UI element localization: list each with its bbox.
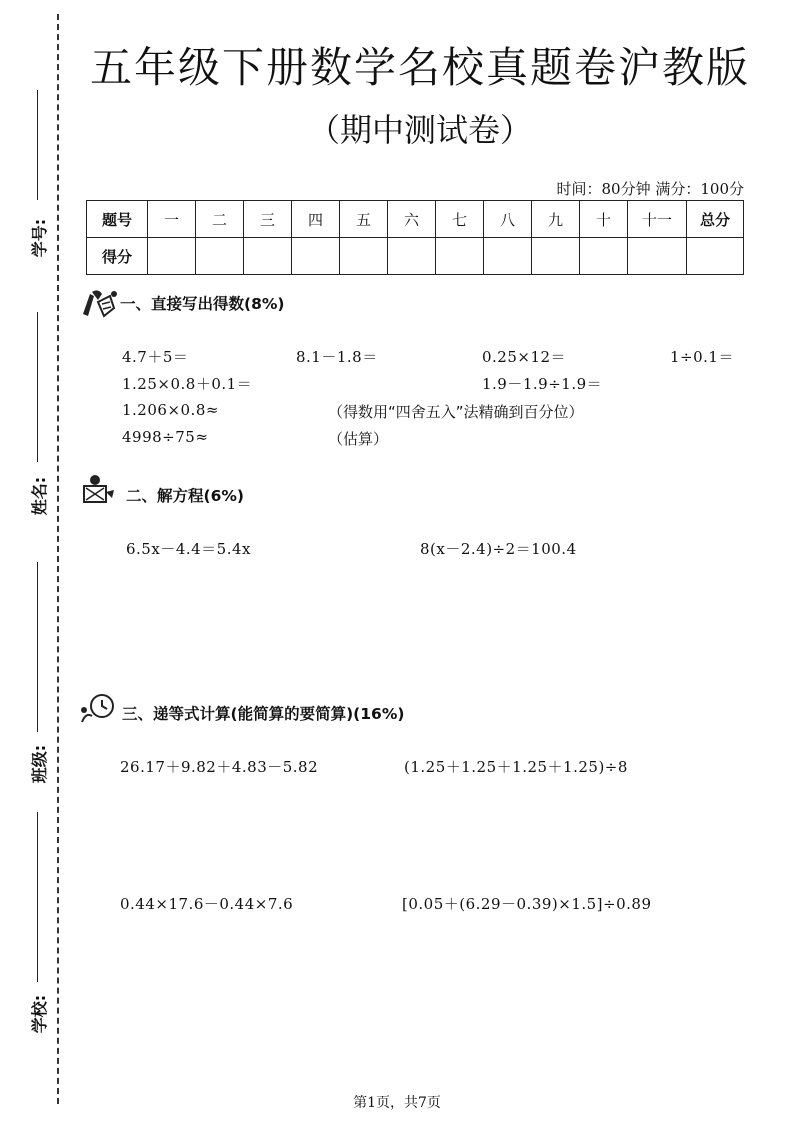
writing-figure-icon — [80, 286, 118, 320]
score-table — [86, 200, 744, 275]
score-cell[interactable] — [580, 238, 628, 275]
total-score-label: 总分 — [687, 201, 744, 238]
column-header: 六 — [388, 201, 436, 238]
fold-dashed-line — [57, 14, 59, 1104]
time-score-info: 时间：80分钟 满分：100分 — [556, 180, 744, 198]
column-header: 五 — [340, 201, 388, 238]
problem-1-8: 4998÷75≈ — [122, 428, 209, 446]
clock-figure-icon — [78, 692, 116, 726]
score-cell[interactable] — [244, 238, 292, 275]
section-2-title: 二、解方程(6%) — [126, 487, 244, 505]
reading-figure-icon — [78, 472, 116, 506]
equation-2: 8(x－2.4)÷2＝100.4 — [420, 540, 577, 558]
calc-problem-2: (1.25＋1.25＋1.25＋1.25)÷8 — [404, 758, 628, 776]
section-3-title: 三、递等式计算(能简算的要简算)(16%) — [122, 705, 405, 723]
score-cell[interactable] — [484, 238, 532, 275]
column-header: 八 — [484, 201, 532, 238]
problem-1-7: 1.206×0.8≈ — [122, 401, 219, 419]
problem-1-3: 0.25×12＝ — [482, 348, 567, 366]
problem-1-4: 1÷0.1＝ — [670, 348, 734, 366]
problem-1-6: 1.9－1.9÷1.9＝ — [482, 375, 603, 393]
column-header: 十 — [580, 201, 628, 238]
school-label: 学校: — [30, 994, 49, 1034]
problem-1-2: 8.1－1.8＝ — [296, 348, 378, 366]
score-cell[interactable] — [532, 238, 580, 275]
rounding-note: （得数用“四舍五入”法精确到百分位） — [328, 403, 584, 421]
estimate-note: （估算） — [328, 430, 389, 448]
column-header: 九 — [532, 201, 580, 238]
column-header: 一 — [148, 201, 196, 238]
problem-1-1: 4.7＋5＝ — [122, 348, 189, 366]
score-label: 得分 — [87, 238, 148, 275]
total-score-cell[interactable] — [687, 238, 744, 275]
score-cell[interactable] — [196, 238, 244, 275]
score-cell[interactable] — [148, 238, 196, 275]
score-cell[interactable] — [388, 238, 436, 275]
score-cell[interactable] — [436, 238, 484, 275]
column-header: 二 — [196, 201, 244, 238]
student-id-line — [37, 90, 38, 200]
problem-1-5: 1.25×0.8＋0.1＝ — [122, 375, 253, 393]
score-cell[interactable] — [340, 238, 388, 275]
page-number: 第1页，共7页 — [353, 1095, 441, 1111]
score-cell[interactable] — [292, 238, 340, 275]
name-line — [37, 312, 38, 462]
column-header: 十一 — [628, 201, 687, 238]
question-number-label: 题号 — [87, 201, 148, 238]
column-header: 七 — [436, 201, 484, 238]
calc-problem-4: [0.05＋(6.29－0.39)×1.5]÷0.89 — [402, 895, 652, 913]
student-id-label: 学号: — [30, 218, 49, 258]
calc-problem-3: 0.44×17.6－0.44×7.6 — [120, 895, 294, 913]
score-cell[interactable] — [628, 238, 687, 275]
score-table-header-row — [87, 201, 744, 238]
column-header: 四 — [292, 201, 340, 238]
equation-1: 6.5x－4.4＝5.4x — [126, 540, 251, 558]
calc-problem-1: 26.17＋9.82＋4.83－5.82 — [120, 758, 319, 776]
class-label: 班级: — [30, 744, 49, 784]
name-label: 姓名: — [30, 476, 49, 516]
column-header: 三 — [244, 201, 292, 238]
school-line — [37, 812, 38, 982]
page-subtitle: （期中测试卷） — [307, 111, 532, 149]
section-1-title: 一、直接写出得数(8%) — [120, 295, 285, 313]
class-line — [37, 562, 38, 732]
score-table-score-row — [87, 238, 744, 275]
page-title: 五年级下册数学名校真题卷沪教版 — [90, 43, 751, 92]
